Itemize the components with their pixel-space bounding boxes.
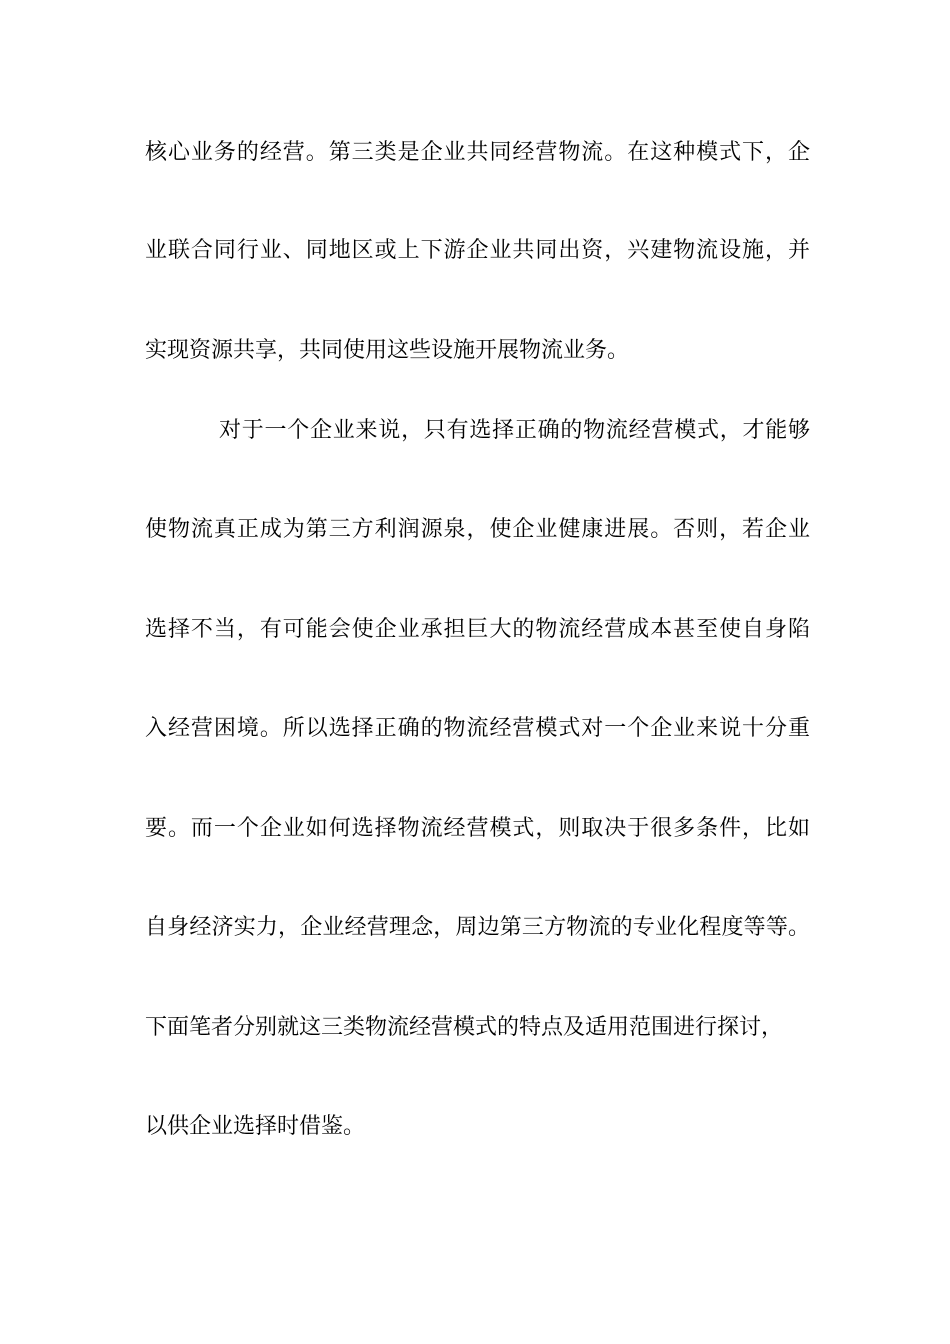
text-line-3: 实现资源共享，共同使用这些设施开展物流业务。 (145, 338, 630, 363)
text-line-5: 使物流真正成为第三方利润源泉，使企业健康进展。否则，若企业 (145, 517, 810, 542)
text-line-6: 选择不当，有可能会使企业承担巨大的物流经营成本甚至使自身陷 (145, 617, 810, 642)
text-line-11: 以供企业选择时借鉴。 (145, 1114, 366, 1139)
text-line-10: 下面笔者分别就这三类物流经营模式的特点及适用范围进行探讨， (145, 1015, 784, 1040)
text-line-7: 入经营困境。所以选择正确的物流经营模式对一个企业来说十分重 (145, 716, 810, 741)
text-line-1: 核心业务的经营。第三类是企业共同经营物流。在这种模式下，企 (145, 140, 810, 165)
text-line-2: 业联合同行业、同地区或上下游企业共同出资，兴建物流设施，并 (145, 238, 810, 263)
text-line-9: 自身经济实力，企业经营理念，周边第三方物流的专业化程度等等。 (145, 915, 810, 940)
text-line-8: 要。而一个企业如何选择物流经营模式，则取决于很多条件，比如 (145, 816, 810, 841)
text-line-4: 对于一个企业来说，只有选择正确的物流经营模式，才能够 (219, 418, 810, 443)
